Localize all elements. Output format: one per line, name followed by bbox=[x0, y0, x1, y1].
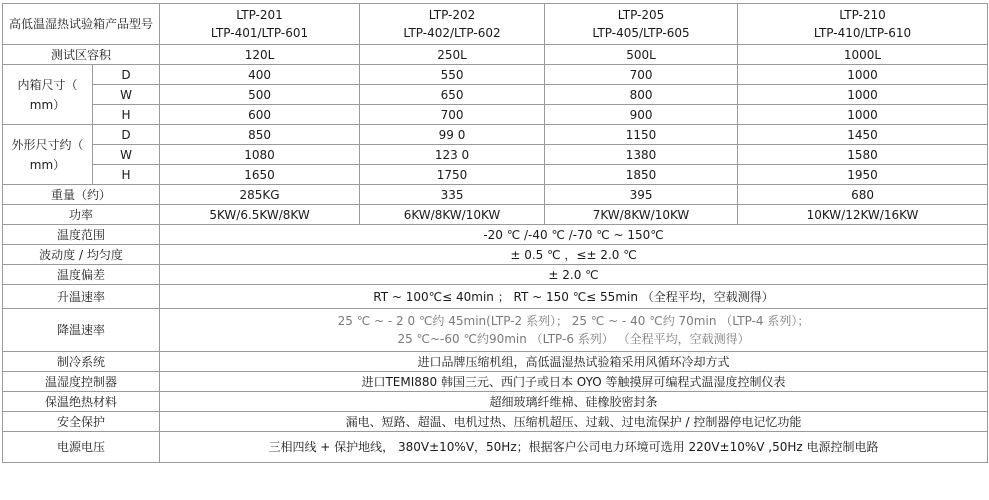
model-cell: LTP-202 LTP-402/LTP-602 bbox=[360, 4, 545, 45]
cool-rate-row bbox=[3, 309, 988, 352]
value-cell: 285KG bbox=[160, 185, 360, 205]
volume-row bbox=[3, 45, 988, 65]
value-cell: 600 bbox=[160, 105, 360, 125]
value-cell: 123 0 bbox=[360, 145, 545, 165]
spec-value: 漏电、短路、超温、电机过热、压缩机超压、过载、过电流保护 / 控制器停电记忆功能 bbox=[160, 412, 988, 432]
dim-label: W bbox=[93, 145, 160, 165]
value-cell: 650 bbox=[360, 85, 545, 105]
value-cell: 1650 bbox=[160, 165, 360, 185]
model-cell: LTP-205 LTP-405/LTP-605 bbox=[545, 4, 738, 45]
value-cell: 1150 bbox=[545, 125, 738, 145]
value-cell: 120L bbox=[160, 45, 360, 65]
spec-value: 超细玻璃纤维棉、硅橡胶密封条 bbox=[160, 392, 988, 412]
model-cell: LTP-201 LTP-401/LTP-601 bbox=[160, 4, 360, 45]
value-cell: 400 bbox=[160, 65, 360, 85]
value-cell: 1080 bbox=[160, 145, 360, 165]
value-cell: 700 bbox=[545, 65, 738, 85]
value-cell: 500 bbox=[160, 85, 360, 105]
value-cell: 500L bbox=[545, 45, 738, 65]
value-cell: 250L bbox=[360, 45, 545, 65]
value-cell: 6KW/8KW/10KW bbox=[360, 205, 545, 225]
dim-label: H bbox=[93, 165, 160, 185]
spec-value: 进口品牌压缩机组，高低温湿热试验箱采用风循环冷却方式 bbox=[160, 352, 988, 372]
spec-value: 进口TEMI880 韩国三元、西门子或日本 OYO 等触摸屏可编程式温湿度控制仪表 bbox=[160, 372, 988, 392]
deviation-row bbox=[3, 265, 988, 285]
fluctuation-row bbox=[3, 245, 988, 265]
value-cell: 1580 bbox=[738, 145, 988, 165]
refrigeration-row bbox=[3, 352, 988, 372]
row-label: 升温速率 bbox=[3, 285, 160, 309]
value-cell: 1000 bbox=[738, 105, 988, 125]
value-cell: 1950 bbox=[738, 165, 988, 185]
dim-label: W bbox=[93, 85, 160, 105]
spec-table bbox=[2, 3, 988, 463]
model-cell: LTP-210 LTP-410/LTP-610 bbox=[738, 4, 988, 45]
row-label: 制冷系统 bbox=[3, 352, 160, 372]
spec-value: ± 2.0 ℃ bbox=[160, 265, 988, 285]
row-label: 安全保护 bbox=[3, 412, 160, 432]
value-cell: 550 bbox=[360, 65, 545, 85]
temp-range-row bbox=[3, 225, 988, 245]
inner-size-label: 内箱尺寸（ mm） bbox=[3, 65, 93, 125]
row-label: 电源电压 bbox=[3, 432, 160, 463]
value-cell: 1000 bbox=[738, 85, 988, 105]
value-cell: 850 bbox=[160, 125, 360, 145]
spec-value: -20 ℃ /-40 ℃ /-70 ℃ ~ 150℃ bbox=[160, 225, 988, 245]
outer-row-w bbox=[3, 145, 988, 165]
outer-row-d bbox=[3, 125, 988, 145]
spec-value: RT ~ 100℃≤ 40min ； RT ~ 150 ℃≤ 55min （全程平均，空载测得） bbox=[160, 285, 988, 309]
row-label: 功率 bbox=[3, 205, 160, 225]
value-cell: 1850 bbox=[545, 165, 738, 185]
value-cell: 1450 bbox=[738, 125, 988, 145]
value-cell: 395 bbox=[545, 185, 738, 205]
value-cell: 900 bbox=[545, 105, 738, 125]
row-label: 波动度 / 均匀度 bbox=[3, 245, 160, 265]
weight-row bbox=[3, 185, 988, 205]
inner-row-h bbox=[3, 105, 988, 125]
value-cell: 1000 bbox=[738, 65, 988, 85]
row-label: 温度范围 bbox=[3, 225, 160, 245]
header-label: 高低温湿热试验箱产品型号 bbox=[3, 4, 160, 45]
power-row bbox=[3, 205, 988, 225]
dim-label: H bbox=[93, 105, 160, 125]
dim-label: D bbox=[93, 65, 160, 85]
row-label: 保温绝热材料 bbox=[3, 392, 160, 412]
value-cell: 335 bbox=[360, 185, 545, 205]
inner-row-d bbox=[3, 65, 988, 85]
value-cell: 5KW/6.5KW/8KW bbox=[160, 205, 360, 225]
spec-value: ± 0.5 ℃ ，≤± 2.0 ℃ bbox=[160, 245, 988, 265]
spec-value: 25 ℃ ~ - 2 0 ℃约 45min(LTP-2 系列）； 25 ℃ ~ - 40 ℃约 70min （LTP-4 系列）； 25 ℃~-60 ℃约90min （LTP-6 系列） （全程平均，空载测得） bbox=[160, 309, 988, 352]
row-label: 温度偏差 bbox=[3, 265, 160, 285]
outer-row-h bbox=[3, 165, 988, 185]
value-cell: 1750 bbox=[360, 165, 545, 185]
row-label: 重量（约） bbox=[3, 185, 160, 205]
outer-size-label: 外形尺寸约（ mm） bbox=[3, 125, 93, 185]
power-supply-row bbox=[3, 432, 988, 463]
value-cell: 700 bbox=[360, 105, 545, 125]
dim-label: D bbox=[93, 125, 160, 145]
heat-rate-row bbox=[3, 285, 988, 309]
value-cell: 7KW/8KW/10KW bbox=[545, 205, 738, 225]
insulation-row bbox=[3, 392, 988, 412]
value-cell: 99 0 bbox=[360, 125, 545, 145]
row-label: 测试区容积 bbox=[3, 45, 160, 65]
value-cell: 680 bbox=[738, 185, 988, 205]
row-label: 降温速率 bbox=[3, 309, 160, 352]
value-cell: 1380 bbox=[545, 145, 738, 165]
value-cell: 10KW/12KW/16KW bbox=[738, 205, 988, 225]
row-label: 温湿度控制器 bbox=[3, 372, 160, 392]
safety-row bbox=[3, 412, 988, 432]
value-cell: 1000L bbox=[738, 45, 988, 65]
spec-value: 三相四线 + 保护地线， 380V±10%V，50Hz；根据客户公司电力环境可选用 220V±10%V ,50Hz 电源控制电路 bbox=[160, 432, 988, 463]
value-cell: 800 bbox=[545, 85, 738, 105]
controller-row bbox=[3, 372, 988, 392]
header-row bbox=[3, 4, 988, 45]
inner-row-w bbox=[3, 85, 988, 105]
